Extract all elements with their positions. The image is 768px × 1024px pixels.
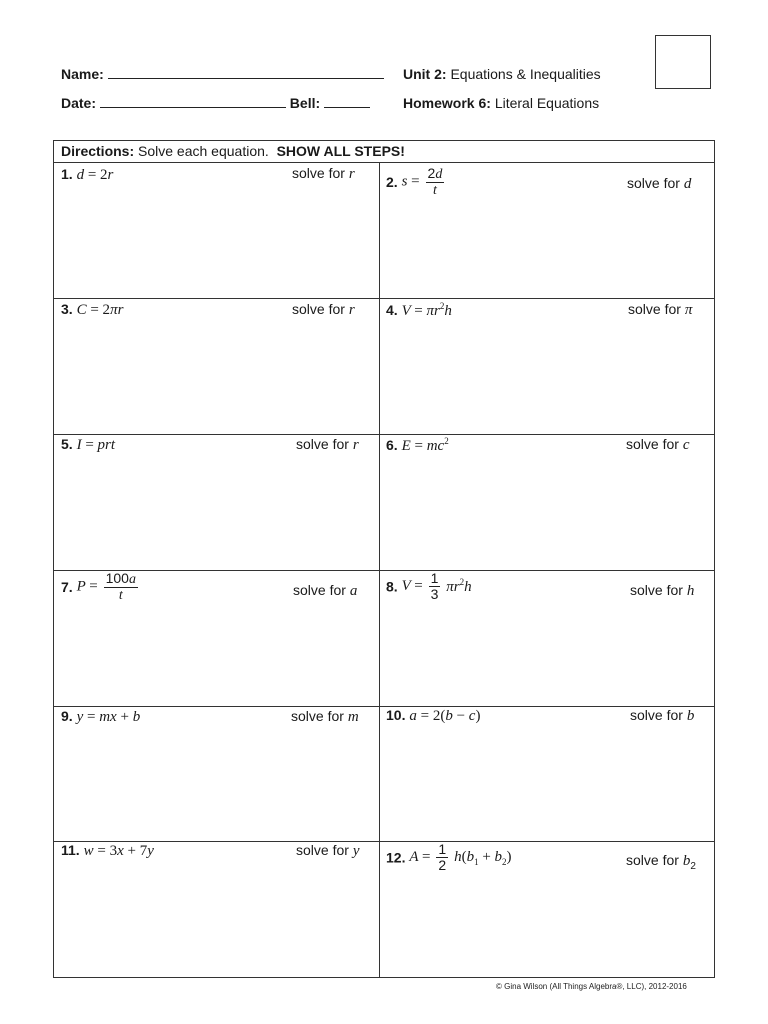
equation: $V = \pi r^2h$ — [401, 301, 452, 319]
problem-number: 3. — [61, 301, 73, 317]
solve-for-3: solve for r — [292, 301, 355, 318]
problem-number: 8. — [386, 578, 398, 595]
solve-variable: a — [349, 583, 358, 599]
solve-for-10: solve for b — [630, 707, 695, 724]
equation: P = — [76, 578, 98, 595]
solve-variable: m — [347, 709, 359, 725]
date-label: Date: — [61, 95, 97, 111]
solve-variable: y — [352, 843, 360, 859]
problem-4 — [386, 301, 452, 321]
directions-emphasis: SHOW ALL STEPS! — [276, 143, 405, 159]
problem-7 — [61, 570, 140, 603]
equation: d = 2r — [76, 167, 114, 183]
equation: w = 3x + 7y — [83, 843, 154, 859]
unit-line — [403, 66, 601, 82]
problem-6 — [386, 436, 449, 456]
equation-fraction: $\frac{2d}{t}$ — [427, 165, 443, 198]
solve-for-1: solve for r — [292, 165, 355, 182]
solve-variable: b — [682, 853, 691, 869]
problem-number: 12. — [386, 849, 406, 866]
solve-variable: b — [686, 708, 695, 724]
solve-variable: d — [683, 176, 692, 192]
problem-1 — [61, 166, 113, 186]
bell-label: Bell: — [289, 95, 321, 111]
problem-number: 1. — [61, 166, 73, 182]
solve-variable: c — [682, 437, 690, 453]
problem-8: 8. V = $\frac{1}{3}$ $\pi r^2h$ — [386, 570, 472, 602]
worksheet-table — [53, 140, 715, 978]
problem-10 — [386, 707, 480, 727]
homework-label: Homework 6: — [403, 95, 491, 111]
equation: A = — [409, 849, 431, 865]
bell-blank[interactable] — [324, 95, 370, 108]
solve-variable: r — [348, 302, 355, 318]
solve-for-2: solve for d — [627, 175, 692, 192]
row-divider — [54, 706, 714, 707]
problem-number: 9. — [61, 708, 73, 724]
equation: y = mx + b — [76, 709, 141, 725]
solve-variable: π — [684, 302, 693, 318]
equation: C = 2πr — [76, 302, 124, 318]
solve-for-5: solve for r — [296, 436, 359, 453]
problem-number: 5. — [61, 436, 73, 452]
problem-number: 7. — [61, 579, 73, 595]
solve-for-12: solve for $b_2$ — [626, 852, 696, 872]
unit-label: Unit 2: — [403, 66, 447, 82]
name-label: Name: — [61, 66, 104, 82]
date-blank[interactable] — [100, 95, 286, 108]
equation: I = prt — [76, 437, 116, 453]
solve-variable: r — [352, 437, 359, 453]
row-divider — [54, 570, 714, 571]
directions-row — [54, 141, 714, 163]
homework-line — [403, 95, 599, 111]
equation: V = — [401, 578, 423, 594]
problem-9 — [61, 708, 140, 728]
row-divider — [54, 298, 714, 299]
equation: a = 2(b − c) — [409, 708, 481, 724]
problem-12: 12. A = $\frac{1}{2}$ $h(b_1 + b_2)$ — [386, 841, 512, 873]
solve-for-7: solve for a — [293, 582, 358, 599]
directions-label: Directions: — [61, 143, 135, 159]
problem-2 — [386, 165, 446, 198]
problem-number: 6. — [386, 437, 398, 453]
problem-number: 11. — [61, 842, 80, 858]
solve-variable: r — [348, 166, 355, 182]
unit-title: Equations & Inequalities — [450, 66, 601, 82]
solve-variable: h — [686, 583, 695, 599]
problem-5 — [61, 436, 115, 456]
date-line — [61, 95, 370, 111]
equation-fraction: $\frac{100a}{t}$ — [105, 570, 136, 603]
solve-for-6: solve for c — [626, 436, 690, 453]
score-box[interactable] — [655, 35, 711, 89]
name-blank[interactable] — [108, 66, 384, 79]
directions-text: Solve each equation. — [134, 143, 277, 159]
copyright-footer: © Gina Wilson (All Things Algebra®, LLC), 2012-2016 — [496, 982, 687, 991]
row-divider — [54, 434, 714, 435]
problem-number: 4. — [386, 302, 398, 318]
equation-fraction: $\frac{1}{3}$ — [430, 570, 439, 602]
problem-11 — [61, 842, 154, 862]
solve-for-9: solve for m — [291, 708, 359, 725]
equation: s = — [401, 173, 420, 190]
solve-for-4: solve for π — [628, 301, 693, 318]
problem-number: 10. — [386, 707, 406, 723]
equation-fraction: $\frac{1}{2}$ — [438, 841, 447, 873]
name-line — [61, 66, 384, 82]
problem-number: 2. — [386, 174, 398, 190]
homework-title: Literal Equations — [494, 95, 600, 111]
problem-3 — [61, 301, 123, 321]
solve-for-11: solve for y — [296, 842, 360, 859]
solve-for-8: solve for h — [630, 582, 695, 599]
equation: $E = mc^2$ — [401, 436, 449, 454]
